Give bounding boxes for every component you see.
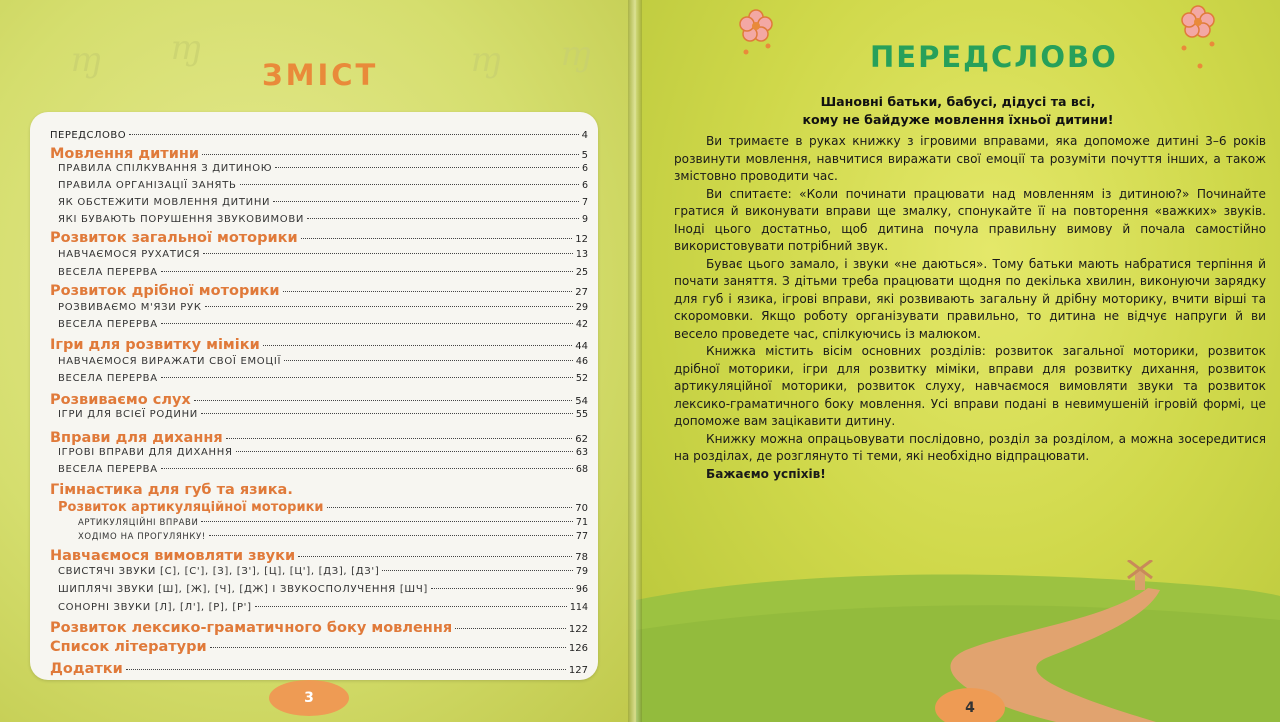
table-of-contents [30,112,598,680]
toc-entry-page: 62 [575,434,588,445]
toc-entry [50,661,588,677]
toc-entry [50,337,588,353]
toc-entry-title: Мовлення дитини [50,146,200,162]
toc-entry [58,500,588,515]
toc-entry [50,249,588,260]
page-number-badge: 4 [935,688,1005,722]
toc-dot-leader [202,154,579,155]
page-number-badge: 3 [269,680,349,716]
toc-entry-title: Навчаємося вимовляти звуки [50,548,296,564]
toc-entry-page: 79 [575,566,588,577]
toc-entry-title: ПРАВИЛА ОРГАНІЗАЦІЇ ЗАНЯТЬ [58,180,237,191]
toc-entry-title: Розвиток лексико-граматичного боку мовлення [50,620,453,636]
toc-entry [50,531,588,542]
right-page [636,0,1280,722]
toc-entry [50,180,588,191]
toc-dot-leader [382,570,572,571]
toc-entry-title: Розвиваємо слух [50,392,191,408]
toc-entry [50,430,588,446]
toc-entry-title: Вправи для дихання [50,430,223,446]
toc-entry-title: НАВЧАЄМОСЯ ВИРАЖАТИ СВОЇ ЕМОЦІЇ [58,356,282,367]
toc-entry-page: 7 [581,197,588,208]
toc-dot-leader [284,360,573,361]
toc-entry-page: 68 [575,464,588,475]
toc-entry-page: 29 [575,302,588,313]
toc-entry-title: Ігри для розвитку міміки [50,337,260,353]
toc-entry-page: 6 [581,163,588,174]
toc-entry [50,548,588,564]
toc-dot-leader [205,306,573,307]
toc-dot-leader [209,535,573,536]
toc-dot-leader [455,628,566,629]
toc-entry-title: ЯК ОБСТЕЖИТИ МОВЛЕННЯ ДИТИНИ [58,197,271,208]
decorative-squiggle: ɱ [70,40,103,80]
toc-entry-title: ВЕСЕЛА ПЕРЕРВА [58,319,158,330]
toc-dot-leader [161,271,573,272]
toc-entry-title: Розвиток дрібної моторики [50,283,280,299]
toc-entry-title: ЯКІ БУВАЮТЬ ПОРУШЕННЯ ЗВУКОВИМОВИ [58,214,305,225]
toc-entry [50,517,588,528]
greeting [636,93,1280,129]
preface-body [674,133,1266,483]
decorative-squiggle: ɱ [560,34,593,74]
toc-dot-leader [283,291,573,292]
toc-entry-page: 42 [575,319,588,330]
toc-entry-page: 122 [568,624,588,635]
toc-entry-page: 63 [575,447,588,458]
toc-entry-title: ПРАВИЛА СПІЛКУВАННЯ З ДИТИНОЮ [58,163,273,174]
toc-entry-page: 13 [575,249,588,260]
toc-entry [50,230,588,246]
toc-entry [50,197,588,208]
toc-entry-page: 126 [568,643,588,654]
toc-entry-title: НАВЧАЄМОСЯ РУХАТИСЯ [58,249,201,260]
toc-entry-title: Список літератури [50,639,207,655]
toc-dot-leader [194,400,572,401]
left-page [0,0,636,722]
toc-dot-leader [255,606,567,607]
toc-entry-page: 44 [575,341,588,352]
toc-entry [50,392,588,408]
toc-entry [50,130,588,141]
toc-entry-title: Розвиток загальної моторики [50,230,298,246]
greeting-line-2: кому не байдуже мовлення їхньої дитини! [802,112,1114,127]
toc-dot-leader [307,218,579,219]
toc-entry-page: 96 [575,584,588,595]
toc-dot-leader [226,438,573,439]
toc-dot-leader [161,377,573,378]
toc-entry-title: АРТИКУЛЯЦІЙНІ ВПРАВИ [78,518,199,528]
toc-entry [50,409,588,420]
toc-entry [50,584,588,595]
preface-paragraph: Буває цього замало, і звуки «не даються». Тому батьки мають набратися терпіння й почати заняття. З дітьми треба працювати щодня по декілька хвилин, виконуючи зарядку для губ і язика, ігрові вправи, які розвивають загальну й дрібну моторику, вчити вірші та скоромовки. Якщо роботу організувати правильно, то дитина не відчує напруги й ви весело проведете час, спілкуючись із малюком. [674,256,1266,341]
toc-dot-leader [236,451,573,452]
toc-entry-title: СВИСТЯЧІ ЗВУКИ [С], [С'], [З], [З'], [Ц], [Ц'], [ДЗ], [ДЗ'] [58,566,380,577]
toc-entry-page: 70 [575,503,588,514]
preface-paragraph: Книжка містить вісім основних розділів: розвиток загальної моторики, розвиток дрібної моторики, ігри для розвитку міміки, вправи для розвитку дихання, розвиток артикуляційної моторики, розвиток слуху, навчаємося вимовляти звуки та розвиток лексико-граматичного боку мовлення. Усі вправи подані в невимушеній ігровій формі, це допоможе вам зацікавити дитину. [674,344,1266,428]
toc-entry-page: 4 [581,130,588,141]
preface-paragraph: Ви тримаєте в руках книжку з ігровими вправами, яка допоможе дитині 3–6 років розвинути мовлення, навчитися виражати свої емоції та розуміти почуття інших, а також змістовно проводити час. [674,134,1266,183]
book-gutter [628,0,642,722]
toc-entry [50,482,588,498]
toc-entry-title: ВЕСЕЛА ПЕРЕРВА [58,464,158,475]
toc-entry-title: ІГРИ ДЛЯ ВСІЄЇ РОДИНИ [58,409,198,420]
toc-dot-leader [203,253,573,254]
toc-entry-title: СОНОРНІ ЗВУКИ [Л], [Л'], [Р], [Р'] [58,602,252,613]
toc-entry-title: ХОДІМО НА ПРОГУЛЯНКУ! [78,532,206,542]
toc-entry [50,373,588,384]
toc-entry-page: 5 [581,150,588,161]
preface-title: ПЕРЕДСЛОВО [870,40,1118,74]
toc-dot-leader [275,167,579,168]
toc-entry-page: 54 [575,396,588,407]
toc-dot-leader [210,647,566,648]
flower-icon [734,6,780,66]
closing-wish: Бажаємо успіхів! [706,466,826,481]
toc-dot-leader [161,323,573,324]
toc-dot-leader [298,556,572,557]
toc-entry-page: 27 [575,287,588,298]
toc-entry [50,620,588,636]
toc-entry-title: ІГРОВІ ВПРАВИ ДЛЯ ДИХАННЯ [58,447,233,458]
toc-dot-leader [126,669,566,670]
toc-entry [50,214,588,225]
toc-title: ЗМІСТ [262,58,379,92]
toc-dot-leader [201,413,573,414]
toc-entry [50,163,588,174]
toc-entry [50,639,588,655]
toc-entry-title: Додатки [50,661,123,677]
toc-dot-leader [327,507,573,508]
toc-entry-page: 46 [575,356,588,367]
toc-dot-leader [263,345,573,346]
toc-entry-page: 77 [575,531,588,542]
toc-dot-leader [161,468,573,469]
toc-entry-title: ВЕСЕЛА ПЕРЕРВА [58,373,158,384]
toc-entry-title: ВЕСЕЛА ПЕРЕРВА [58,267,158,278]
toc-entry-title: ШИПЛЯЧІ ЗВУКИ [Ш], [Ж], [Ч], [ДЖ] І ЗВУКОСПОЛУЧЕННЯ [ШЧ] [58,584,428,595]
preface-paragraph: Ви спитаєте: «Коли починати працювати над мовленням із дитиною?» Починайте гратися й виконувати вправи ще змалку, спонукайте її на повторення «важких» звуків. Іноді цього достатньо, щоб дитина почула правильну вимову й почала самостійно використовувати потрібний звук. [674,186,1266,253]
toc-entry [50,302,588,313]
toc-entry-page: 25 [575,267,588,278]
toc-dot-leader [431,588,573,589]
preface-paragraph: Книжку можна опрацьовувати послідовно, розділ за розділом, а можна зосередитися на розділах, де розглянуто ті теми, які необхідно відпрацювати. [674,431,1266,463]
toc-entry [50,447,588,458]
decorative-squiggle: ɱ [470,40,503,80]
toc-entry-page: 71 [575,517,588,528]
toc-dot-leader [301,238,573,239]
toc-dot-leader [273,201,579,202]
toc-entry [50,566,588,577]
toc-entry-page: 114 [569,602,588,613]
toc-entry [50,319,588,330]
toc-dot-leader [240,184,579,185]
toc-entry-title: РОЗВИВАЄМО М'ЯЗИ РУК [58,302,202,313]
toc-dot-leader [129,134,579,135]
toc-entry [50,283,588,299]
toc-entry-page: 78 [575,552,588,563]
toc-entry-page: 12 [575,234,588,245]
toc-entry [50,146,588,162]
toc-entry [50,267,588,278]
toc-entry-title: ПЕРЕДСЛОВО [50,130,127,141]
toc-entry-page: 127 [568,665,588,676]
toc-entry [50,602,588,613]
toc-entry-page: 6 [581,180,588,191]
toc-entry-page: 55 [575,409,588,420]
toc-entry [50,356,588,367]
toc-entry-page: 9 [581,214,588,225]
decorative-squiggle: ɱ [170,28,203,68]
greeting-line-1: Шановні батьки, бабусі, дідусі та всі, [820,94,1096,109]
toc-entry-title: Гімнастика для губ та язика. [50,482,293,498]
toc-entry-page: 52 [575,373,588,384]
toc-dot-leader [201,521,572,522]
toc-entry [50,464,588,475]
flower-icon [1174,0,1224,76]
toc-entry-title: Розвиток артикуляційної моторики [58,500,324,515]
